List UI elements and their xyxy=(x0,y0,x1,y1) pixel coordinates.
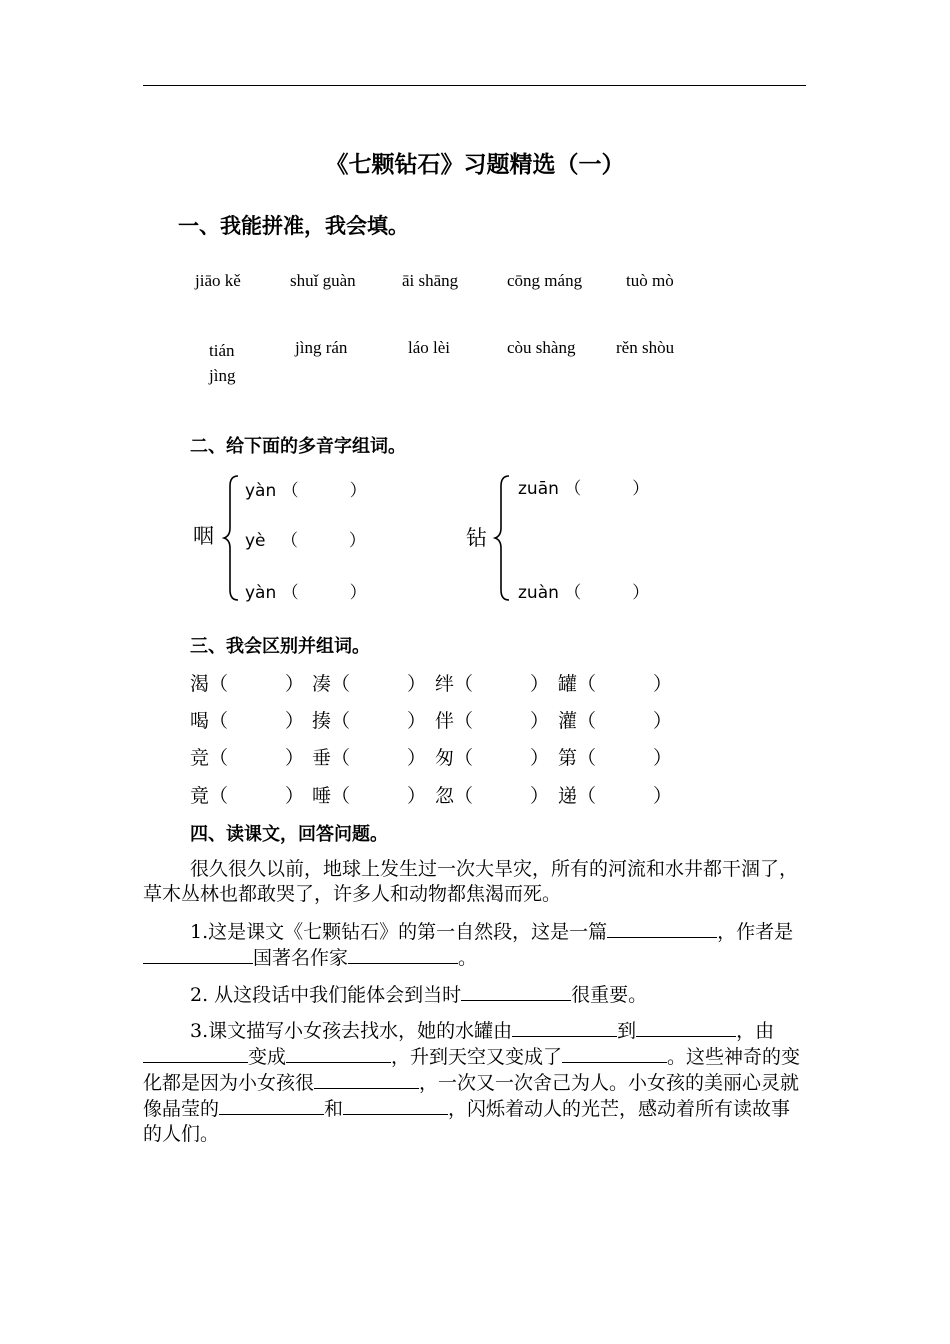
right-brace xyxy=(493,474,513,602)
pinyin-item: tián jìng xyxy=(209,341,236,385)
answer-paren: （ ） xyxy=(281,583,367,603)
char-cell: 忽（ ） xyxy=(435,785,550,807)
question-1: 1.这是课文《七颗钻石》的第一自然段，这是一篇 ，作者是国著名作家 。 xyxy=(143,919,806,971)
answer-blank xyxy=(219,1096,324,1115)
section2-heading: 二、给下面的多音字组词。 xyxy=(190,436,406,457)
answer-blank xyxy=(314,1070,419,1089)
char-cell: 匆（ ） xyxy=(435,747,550,769)
polyphone-char-yan: 咽 xyxy=(193,524,214,548)
reading-pinyin: zuān xyxy=(518,479,559,499)
question-2: 2. 从这段话中我们能体会到当时 很重要。 xyxy=(190,984,648,1006)
char-cell: 唾（ ） xyxy=(312,785,427,807)
reading-pinyin: yàn xyxy=(245,583,277,603)
reading-row xyxy=(518,474,649,499)
char-cell: 竟（ ） xyxy=(190,785,305,807)
section1-heading: 一、我能拼准，我会填。 xyxy=(178,214,409,238)
char-cell: 竞（ ） xyxy=(190,747,305,769)
pinyin-item: jìng rán xyxy=(295,338,348,357)
answer-blank xyxy=(143,945,253,964)
char-cell: 罐（ ） xyxy=(558,673,673,695)
answer-blank xyxy=(286,1044,391,1063)
reading-pinyin: yàn xyxy=(245,481,277,501)
reading-row xyxy=(245,476,367,501)
answer-blank xyxy=(343,1096,448,1115)
pinyin-item: còu shàng xyxy=(507,338,576,357)
reading-row xyxy=(245,578,367,603)
pinyin-item: shuǐ guàn xyxy=(290,271,356,290)
answer-blank xyxy=(512,1018,617,1037)
top-rule xyxy=(143,85,806,86)
char-cell: 第（ ） xyxy=(558,747,673,769)
reading-passage: 很久很久以前，地球上发生过一次大旱灾，所有的河流和水井都干涸了，草木丛林也都敢哭了，许多人和动物都焦渴而死。 xyxy=(143,858,799,905)
char-cell: 垂（ ） xyxy=(312,747,427,769)
char-cell: 揍（ ） xyxy=(312,710,427,732)
answer-paren: （ ） xyxy=(280,531,366,551)
page-title: 《七颗钻石》习题精选（一） xyxy=(325,152,625,178)
char-cell: 灌（ ） xyxy=(558,710,673,732)
reading-row xyxy=(245,526,366,551)
answer-blank xyxy=(607,919,717,938)
reading-row xyxy=(518,578,649,603)
section3-heading: 三、我会区别并组词。 xyxy=(190,636,370,657)
pinyin-item: rěn shòu xyxy=(616,338,675,357)
answer-paren: （ ） xyxy=(281,481,367,501)
answer-blank xyxy=(348,945,458,964)
section4-heading: 四、读课文，回答问题。 xyxy=(190,824,388,845)
reading-pinyin: zuàn xyxy=(518,583,559,603)
pinyin-item: láo lèi xyxy=(408,338,451,357)
char-cell: 递（ ） xyxy=(558,785,673,807)
char-cell: 渴（ ） xyxy=(190,673,305,695)
answer-blank xyxy=(461,982,571,1001)
answer-blank xyxy=(636,1018,736,1037)
polyphone-char-zuan: 钻 xyxy=(466,526,487,550)
answer-paren: （ ） xyxy=(564,583,650,603)
pinyin-item: āi shāng xyxy=(402,271,459,290)
answer-paren: （ ） xyxy=(564,479,650,499)
pinyin-item: tuò mò xyxy=(626,271,674,290)
reading-pinyin: yè xyxy=(245,531,266,551)
char-cell: 凑（ ） xyxy=(312,673,427,695)
question-3: 3.课文描写小女孩去找水，她的水罐由 到 ，由变成 ，升到天空又变成了 。这些神奇的变化都是因为小女孩很 ，一次又一次舍己为人。小女孩的美丽心灵就像晶莹的 和 ，闪烁着动人的光芒，感动着所有读故事的人们。 xyxy=(143,1020,801,1145)
pinyin-item: cōng máng xyxy=(507,271,583,290)
answer-blank xyxy=(562,1044,667,1063)
char-cell: 喝（ ） xyxy=(190,710,305,732)
char-cell: 绊（ ） xyxy=(435,673,550,695)
char-cell: 伴（ ） xyxy=(435,710,550,732)
answer-blank xyxy=(143,1044,248,1063)
pinyin-item: jiāo kě xyxy=(195,271,241,290)
left-brace xyxy=(222,474,242,602)
